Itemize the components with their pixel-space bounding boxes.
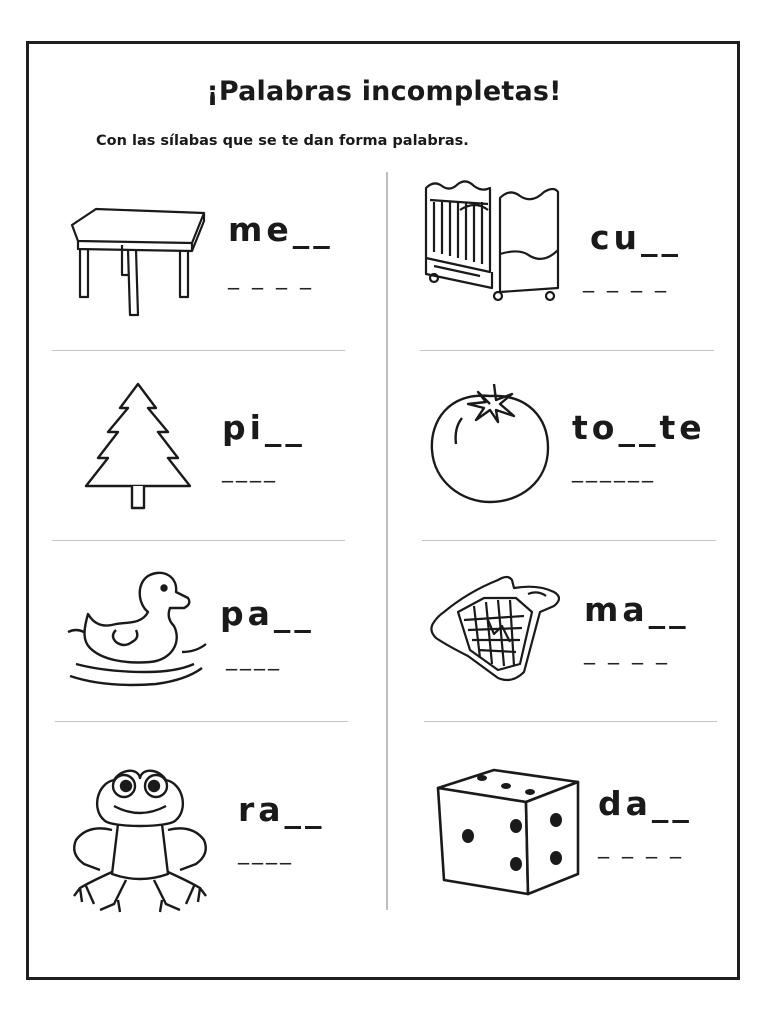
table-icon [68, 205, 208, 317]
answer-blank: ____ [222, 458, 278, 483]
word-prompt: me__ [228, 210, 334, 249]
answer-blank: ____ [238, 840, 294, 865]
word-prompt: ra__ [238, 790, 326, 829]
word-prompt: pi__ [222, 408, 306, 447]
answer-blank: ______ [572, 458, 656, 483]
answer-blank: _ _ _ _ [228, 265, 314, 290]
word-prompt: da__ [598, 784, 693, 823]
dice-icon [432, 766, 584, 900]
duck-icon [66, 568, 212, 692]
tomato-icon [428, 382, 552, 504]
row-divider [52, 350, 345, 351]
answer-blank: _ _ _ _ [598, 834, 684, 859]
word-prompt: cu__ [590, 218, 683, 257]
row-divider [424, 721, 717, 722]
page-title: ¡Palabras incompletas! [206, 76, 562, 107]
answer-blank: ____ [226, 646, 282, 671]
pine-tree-icon [82, 382, 194, 510]
answer-blank: _ _ _ _ [584, 640, 670, 665]
crib-icon [420, 180, 562, 305]
answer-blank: _ _ _ _ [583, 268, 669, 293]
row-divider [52, 540, 345, 541]
row-divider [420, 350, 714, 351]
word-prompt: to__te [572, 408, 706, 447]
row-divider [55, 721, 348, 722]
word-prompt: ma__ [584, 590, 690, 629]
word-prompt: pa__ [220, 594, 315, 633]
row-divider [422, 540, 716, 541]
frog-icon [70, 764, 210, 914]
map-icon [428, 572, 564, 692]
instruction-text: Con las sílabas que se te dan forma palabras. [96, 133, 469, 149]
column-divider [386, 172, 388, 910]
